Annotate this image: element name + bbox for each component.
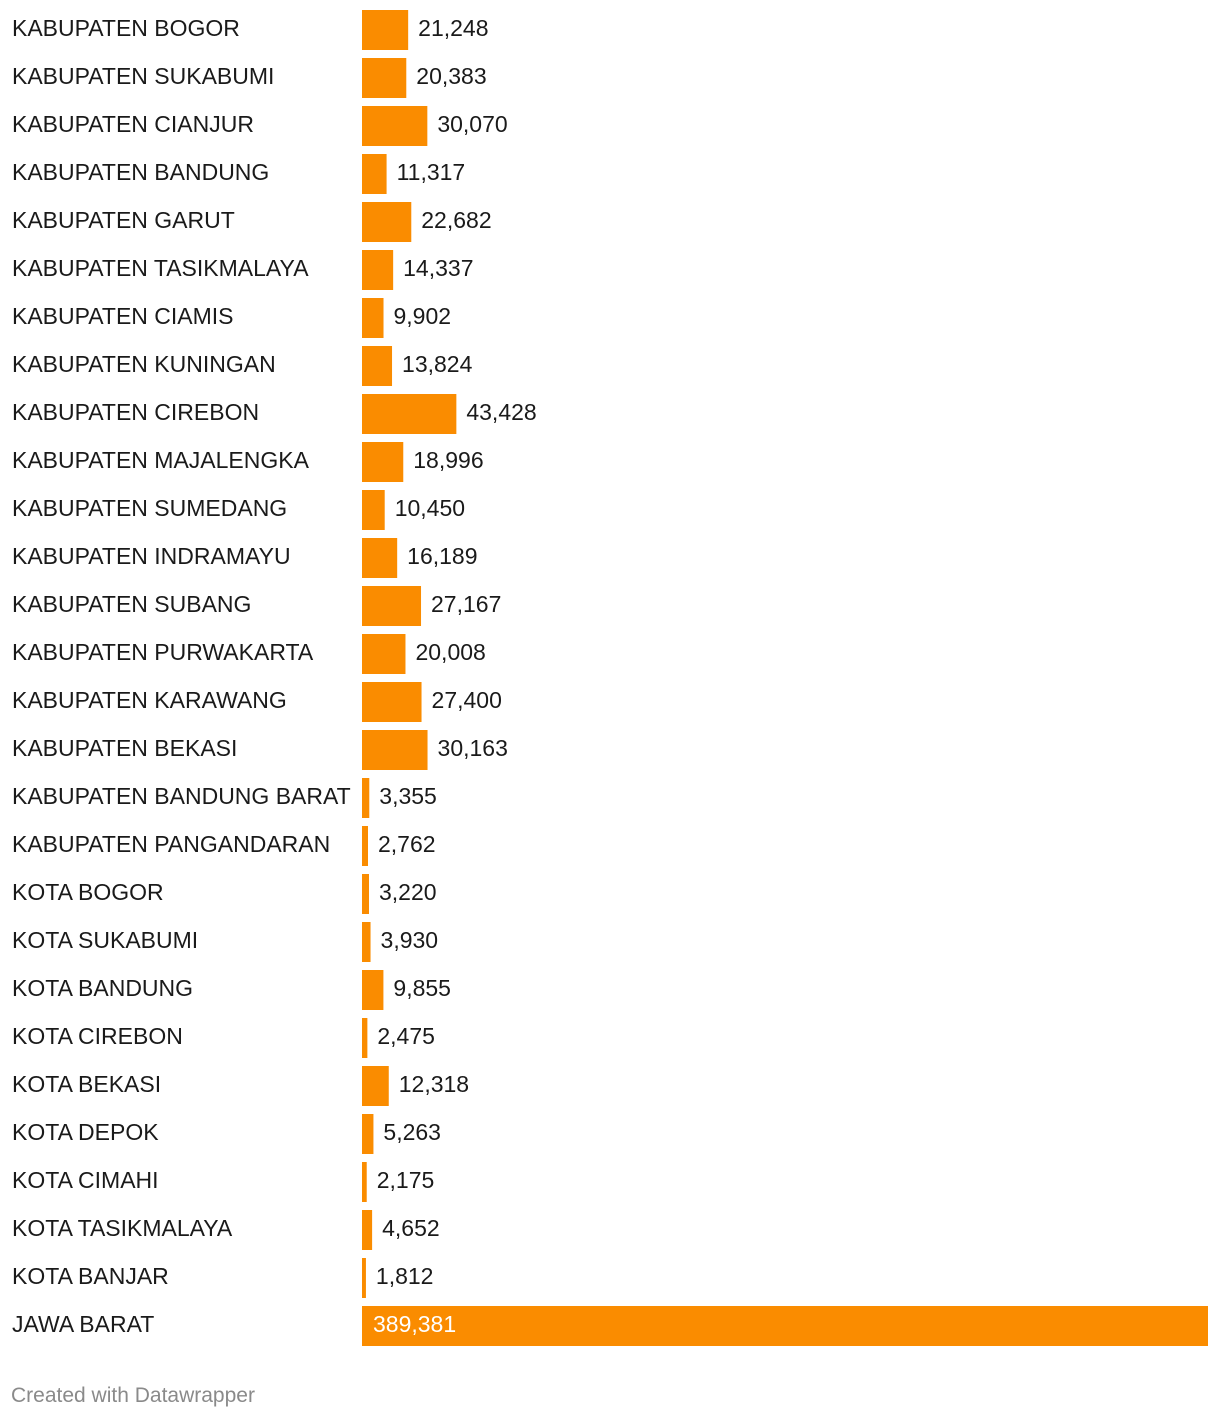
value-label: 389,381 <box>373 1311 457 1338</box>
bar[interactable] <box>362 202 411 242</box>
bar[interactable] <box>362 970 383 1010</box>
category-label: KABUPATEN CIREBON <box>12 399 260 426</box>
value-label: 3,355 <box>379 783 437 810</box>
bar[interactable] <box>362 298 384 338</box>
value-label: 3,930 <box>380 927 439 954</box>
bar[interactable] <box>362 1066 389 1106</box>
bar[interactable] <box>362 250 393 290</box>
category-label: KOTA BANDUNG <box>12 975 194 1002</box>
category-label: KOTA TASIKMALAYA <box>12 1215 233 1242</box>
bar[interactable] <box>362 778 369 818</box>
footer-credit[interactable]: Created with Datawrapper <box>11 1384 255 1407</box>
bar[interactable] <box>362 874 369 914</box>
value-label: 11,317 <box>396 159 466 186</box>
value-label: 20,008 <box>415 639 486 666</box>
category-label: KABUPATEN MAJALENGKA <box>12 447 309 474</box>
category-label: KOTA DEPOK <box>12 1119 159 1146</box>
bar[interactable] <box>362 682 422 722</box>
category-label: KABUPATEN PANGANDARAN <box>12 831 331 858</box>
category-label: KABUPATEN SUBANG <box>12 591 252 618</box>
category-label: KABUPATEN SUMEDANG <box>12 495 288 522</box>
value-label: 5,263 <box>383 1119 441 1146</box>
bar[interactable] <box>362 922 371 962</box>
category-label: KABUPATEN INDRAMAYU <box>12 543 291 570</box>
value-label: 9,902 <box>393 303 452 330</box>
bar[interactable] <box>362 1162 367 1202</box>
bar[interactable] <box>362 154 387 194</box>
value-label: 27,167 <box>431 591 502 618</box>
bar[interactable] <box>362 1258 366 1298</box>
bar[interactable] <box>362 730 428 770</box>
bar[interactable] <box>362 1018 367 1058</box>
value-label: 3,220 <box>378 879 437 906</box>
bar[interactable] <box>362 1306 1208 1346</box>
value-label: 1,812 <box>375 1263 434 1290</box>
value-label: 16,189 <box>407 543 478 570</box>
category-label: KOTA BEKASI <box>12 1071 162 1098</box>
value-label: 12,318 <box>398 1071 470 1098</box>
value-label: 30,163 <box>437 735 508 762</box>
bar[interactable] <box>362 634 405 674</box>
value-label: 43,428 <box>466 399 537 426</box>
value-label: 18,996 <box>413 447 484 474</box>
bar[interactable] <box>362 442 403 482</box>
category-label: KABUPATEN CIANJUR <box>12 111 254 138</box>
category-label: KOTA BANJAR <box>12 1263 169 1290</box>
bar[interactable] <box>362 394 456 434</box>
category-label: KOTA BOGOR <box>12 879 164 906</box>
bar[interactable] <box>362 1210 372 1250</box>
value-label: 2,175 <box>376 1167 435 1194</box>
category-label: KABUPATEN BANDUNG BARAT <box>12 783 351 810</box>
category-label: KABUPATEN KUNINGAN <box>12 351 276 378</box>
category-label: KABUPATEN BEKASI <box>12 735 238 762</box>
value-label: 30,070 <box>437 111 508 138</box>
value-label: 27,400 <box>431 687 502 714</box>
category-label: KABUPATEN KARAWANG <box>12 687 287 714</box>
category-label: KABUPATEN GARUT <box>12 207 235 234</box>
bar[interactable] <box>362 826 368 866</box>
value-label: 2,475 <box>377 1023 435 1050</box>
category-label: KABUPATEN SUKABUMI <box>12 63 275 90</box>
category-label: JAWA BARAT <box>12 1311 155 1338</box>
bar[interactable] <box>362 346 392 386</box>
category-label: KABUPATEN PURWAKARTA <box>12 639 314 666</box>
value-label: 4,652 <box>382 1215 440 1242</box>
category-label: KABUPATEN BOGOR <box>12 15 240 42</box>
category-label: KABUPATEN BANDUNG <box>12 159 270 186</box>
bar[interactable] <box>362 106 427 146</box>
bar[interactable] <box>362 538 397 578</box>
category-label: KOTA SUKABUMI <box>12 927 199 954</box>
value-label: 10,450 <box>394 495 466 522</box>
value-label: 2,762 <box>378 831 436 858</box>
value-label: 21,248 <box>418 15 489 42</box>
value-label: 20,383 <box>416 63 487 90</box>
category-label: KOTA CIMAHI <box>12 1167 159 1194</box>
category-label: KABUPATEN TASIKMALAYA <box>12 255 309 282</box>
value-label: 14,337 <box>403 255 474 282</box>
bar[interactable] <box>362 490 385 530</box>
category-label: KOTA CIREBON <box>12 1023 183 1050</box>
bar[interactable] <box>362 1114 373 1154</box>
category-label: KABUPATEN CIAMIS <box>12 303 234 330</box>
bar[interactable] <box>362 586 421 626</box>
bar[interactable] <box>362 10 408 50</box>
bar[interactable] <box>362 58 406 98</box>
value-label: 9,855 <box>393 975 451 1002</box>
value-label: 13,824 <box>402 351 473 378</box>
value-label: 22,682 <box>421 207 492 234</box>
